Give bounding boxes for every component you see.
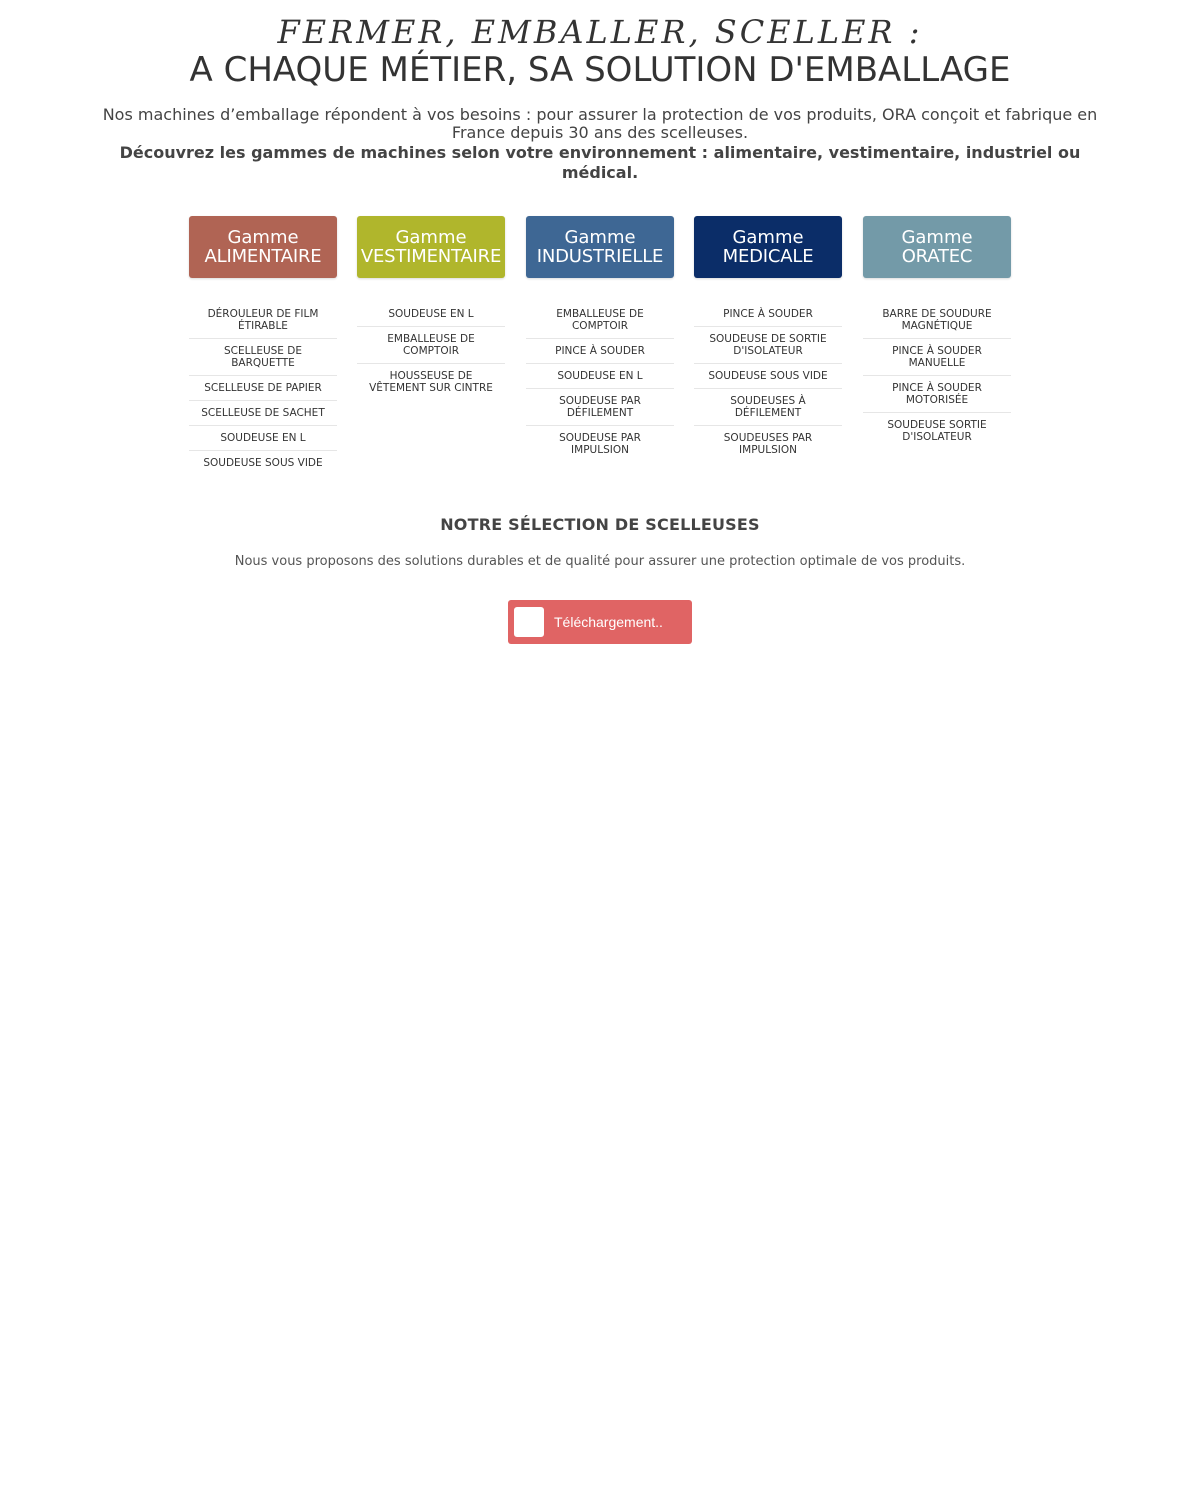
- gamme-oratec: [863, 216, 1011, 449]
- gamme-alimentaire-links: [189, 302, 337, 475]
- intro-block: [80, 106, 1120, 183]
- product-link[interactable]: BARRE DE SOUDURE MAGNÉTIQUE: [863, 302, 1011, 339]
- product-link[interactable]: PINCE À SOUDER: [526, 339, 674, 364]
- product-link[interactable]: SOUDEUSES À DÉFILEMENT: [694, 389, 842, 426]
- download-icon: [514, 607, 544, 637]
- gamme-label-prefix: Gamme: [732, 226, 804, 248]
- gamme-medicale: [694, 216, 842, 462]
- gamme-label-name: INDUSTRIELLE: [536, 245, 664, 267]
- product-link[interactable]: SOUDEUSE PAR DÉFILEMENT: [526, 389, 674, 426]
- product-link[interactable]: HOUSSEUSE DE VÊTEMENT SUR CINTRE: [369, 370, 493, 394]
- product-link[interactable]: SOUDEUSE SORTIE D'ISOLATEUR: [887, 419, 987, 443]
- hero-script-heading: FERMER, EMBALLER, SCELLER :: [277, 13, 923, 51]
- product-link[interactable]: EMBALLEUSE DE COMPTOIR: [526, 302, 674, 339]
- gamme-medicale-links: [694, 302, 842, 462]
- gamme-alimentaire-button[interactable]: [189, 216, 337, 278]
- product-link[interactable]: EMBALLEUSE DE COMPTOIR: [357, 327, 505, 364]
- product-link[interactable]: SOUDEUSE SOUS VIDE: [203, 457, 323, 469]
- intro-strong-text: Découvrez les gammes de machines selon votre environnement : alimentaire, vestimentaire, industriel ou médical.: [119, 143, 1081, 182]
- gamme-label-name: MEDICALE: [722, 245, 814, 267]
- product-link[interactable]: SCELLEUSE DE PAPIER: [189, 376, 337, 401]
- gamme-vestimentaire-button[interactable]: [357, 216, 505, 278]
- download-button[interactable]: [508, 600, 692, 644]
- product-link[interactable]: SOUDEUSE EN L: [189, 426, 337, 451]
- download-button-label: Téléchargement..: [554, 614, 663, 630]
- page-title: A CHAQUE MÉTIER, SA SOLUTION D'EMBALLAGE: [189, 50, 1011, 90]
- product-link[interactable]: PINCE À SOUDER MOTORISÉE: [863, 376, 1011, 413]
- selection-title: NOTRE SÉLECTION DE SCELLEUSES: [440, 515, 760, 534]
- gamme-industrielle: [526, 216, 674, 462]
- product-link[interactable]: SOUDEUSE EN L: [526, 364, 674, 389]
- gamme-label-name: ORATEC: [901, 245, 973, 267]
- gamme-label-prefix: Gamme: [227, 226, 299, 248]
- gamme-industrielle-button[interactable]: [526, 216, 674, 278]
- product-link[interactable]: SOUDEUSE PAR IMPULSION: [559, 432, 641, 456]
- selection-subtitle: Nous vous proposons des solutions durables et de qualité pour assurer une protection optimale de vos produits.: [234, 554, 966, 569]
- gamme-industrielle-links: [526, 302, 674, 462]
- gamme-vestimentaire: [357, 216, 505, 400]
- gamme-label-name: VESTIMENTAIRE: [360, 245, 502, 267]
- product-link[interactable]: SOUDEUSE DE SORTIE D'ISOLATEUR: [694, 327, 842, 364]
- gamme-oratec-button[interactable]: [863, 216, 1011, 278]
- gamme-label-prefix: Gamme: [901, 226, 973, 248]
- product-link[interactable]: PINCE À SOUDER: [694, 302, 842, 327]
- gamme-alimentaire: [189, 216, 337, 475]
- product-link[interactable]: SCELLEUSE DE SACHET: [189, 401, 337, 426]
- product-link[interactable]: SOUDEUSE SOUS VIDE: [694, 364, 842, 389]
- hero: [0, 0, 1200, 90]
- gamme-label-prefix: Gamme: [564, 226, 636, 248]
- gamme-oratec-links: [863, 302, 1011, 449]
- gamme-medicale-button[interactable]: [694, 216, 842, 278]
- product-link[interactable]: SCELLEUSE DE BARQUETTE: [189, 339, 337, 376]
- gamme-label-prefix: Gamme: [395, 226, 467, 248]
- product-link[interactable]: SOUDEUSES PAR IMPULSION: [723, 432, 813, 456]
- intro-text: Nos machines d’emballage répondent à vos besoins : pour assurer la protection de vos produits, ORA conçoit et fabrique en France depuis 30 ans des scelleuses.: [102, 105, 1098, 142]
- product-link[interactable]: PINCE À SOUDER MANUELLE: [863, 339, 1011, 376]
- gamme-columns: [189, 216, 1011, 486]
- product-link[interactable]: DÉROULEUR DE FILM ÉTIRABLE: [189, 302, 337, 339]
- gamme-label-name: ALIMENTAIRE: [204, 245, 322, 267]
- gamme-vestimentaire-links: [357, 302, 505, 400]
- product-link[interactable]: SOUDEUSE EN L: [357, 302, 505, 327]
